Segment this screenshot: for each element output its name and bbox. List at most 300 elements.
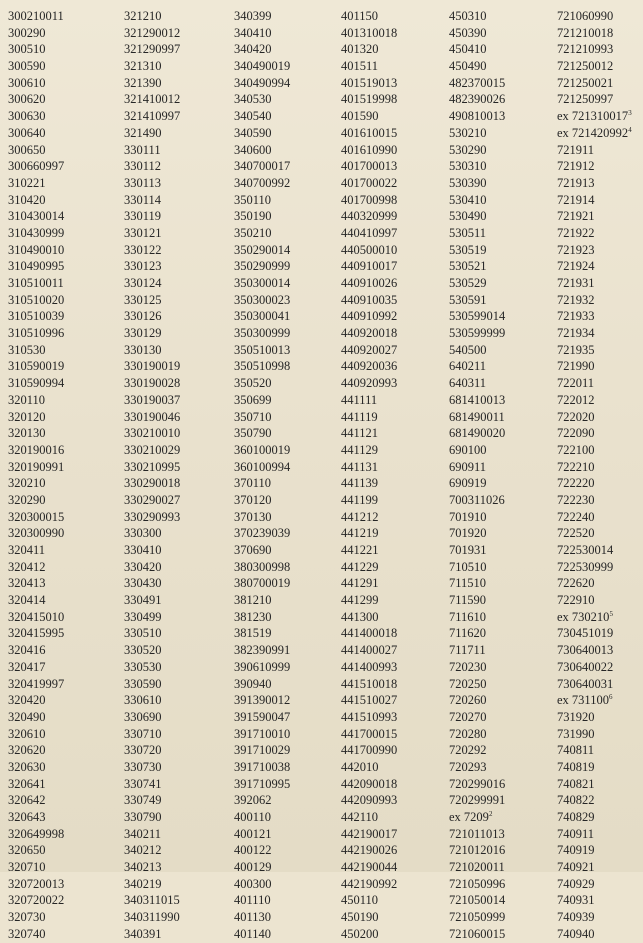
- code-cell: [449, 559, 505, 576]
- code-cell: [557, 58, 632, 75]
- code-cell: [449, 575, 505, 592]
- code-cell: [124, 142, 180, 159]
- code-cell: [449, 726, 505, 743]
- code-text: 330190028: [124, 376, 181, 391]
- code-cell: [449, 492, 505, 509]
- code-cell: [557, 709, 632, 726]
- code-text: 340219: [124, 876, 162, 891]
- code-text: ex 721420992: [557, 125, 629, 140]
- code-text: 450310: [449, 9, 487, 23]
- code-cell: [449, 776, 505, 793]
- code-cell: [124, 375, 180, 392]
- code-text: 340540: [234, 109, 272, 124]
- code-cell: [449, 208, 505, 225]
- code-text: 330113: [124, 175, 162, 190]
- code-text: 300510: [8, 42, 46, 57]
- code-text: 722240: [557, 509, 595, 524]
- code-text: 440910035: [341, 292, 398, 307]
- code-text: 711590: [449, 593, 487, 608]
- code-text: 442190017: [341, 826, 398, 841]
- code-text: 721922: [557, 225, 595, 240]
- code-cell: [341, 792, 397, 809]
- code-text: 320190991: [8, 459, 65, 474]
- code-cell: [449, 759, 505, 776]
- code-text: 740811: [557, 743, 595, 758]
- code-cell: [124, 559, 180, 576]
- code-cell: [449, 926, 505, 943]
- code-text: 350510013: [234, 342, 291, 357]
- code-cell: [341, 642, 397, 659]
- code-text: 330741: [124, 776, 162, 791]
- code-cell: [234, 742, 290, 759]
- code-text: 360100019: [234, 442, 291, 457]
- code-cell: [8, 659, 64, 676]
- code-cell: [8, 275, 64, 292]
- code-cell: [557, 692, 632, 709]
- code-text: 721210018: [557, 25, 614, 40]
- code-cell: [234, 575, 290, 592]
- code-cell: [449, 676, 505, 693]
- code-cell: [124, 859, 180, 876]
- code-text: 401150: [341, 9, 379, 23]
- code-text: 320641: [8, 776, 46, 791]
- code-text: 300590: [8, 59, 46, 74]
- code-text: 441119: [341, 409, 378, 424]
- code-text: 730640031: [557, 676, 614, 691]
- code-cell: [234, 358, 290, 375]
- footnote-marker: 4: [628, 125, 632, 134]
- code-cell: [8, 892, 64, 909]
- code-text: 401519998: [341, 92, 398, 107]
- code-text: 340530: [234, 92, 272, 107]
- code-cell: [449, 242, 505, 259]
- code-text: 401700022: [341, 175, 398, 190]
- code-text: 330710: [124, 726, 162, 741]
- code-text: 441219: [341, 526, 379, 541]
- code-cell: [449, 108, 505, 125]
- code-text: 442010: [341, 759, 379, 774]
- code-cell: [234, 242, 290, 259]
- code-column-3: [234, 8, 290, 943]
- code-text: 350110: [234, 192, 272, 207]
- code-cell: [557, 75, 632, 92]
- code-cell: [557, 158, 632, 175]
- code-cell: [449, 91, 505, 108]
- code-cell: [8, 542, 64, 559]
- code-cell: [341, 125, 397, 142]
- code-text: 320411: [8, 543, 46, 557]
- code-text: 401590: [341, 109, 379, 124]
- code-text: 490810013: [449, 109, 506, 124]
- code-text: 722620: [557, 576, 595, 591]
- code-cell: [8, 125, 64, 142]
- code-cell: [234, 409, 290, 426]
- code-cell: [449, 475, 505, 492]
- code-text: 730640013: [557, 643, 614, 658]
- code-cell: [234, 609, 290, 626]
- code-cell: [341, 492, 397, 509]
- code-cell: [449, 442, 505, 459]
- code-text: 310510039: [8, 309, 65, 324]
- code-cell: [124, 826, 180, 843]
- code-cell: [124, 809, 180, 826]
- code-cell: [449, 358, 505, 375]
- footnote-marker: 6: [608, 693, 613, 702]
- code-cell: [341, 742, 397, 759]
- code-text: 441299: [341, 593, 379, 608]
- code-text: 300290: [8, 25, 46, 40]
- code-text: 740931: [557, 893, 595, 908]
- code-cell: [8, 676, 64, 693]
- code-cell: [557, 308, 632, 325]
- code-cell: [124, 592, 180, 609]
- code-cell: [124, 625, 180, 642]
- code-cell: [341, 575, 397, 592]
- code-cell: [557, 91, 632, 108]
- code-text: 330121: [124, 225, 162, 240]
- code-text: 340391: [124, 926, 162, 941]
- code-cell: [234, 375, 290, 392]
- code-text: 330290993: [124, 509, 181, 524]
- code-cell: [234, 642, 290, 659]
- code-cell: [449, 125, 505, 142]
- code-text: 300210011: [8, 9, 64, 23]
- code-text: 450490: [449, 59, 487, 74]
- code-cell: [124, 425, 180, 442]
- code-text: 320490: [8, 709, 46, 724]
- code-text: 442110: [341, 810, 379, 824]
- code-text: 722012: [557, 392, 595, 407]
- code-cell: [341, 108, 397, 125]
- code-text: 441400027: [341, 643, 398, 658]
- code-cell: [341, 392, 397, 409]
- code-text: 721060015: [449, 926, 506, 941]
- code-text: 450390: [449, 25, 487, 40]
- code-text: 391710010: [234, 726, 291, 741]
- code-text: 330420: [124, 559, 162, 574]
- code-text: 440320999: [341, 209, 398, 224]
- code-cell: [8, 842, 64, 859]
- code-text: 330190019: [124, 359, 181, 374]
- code-text: 350290014: [234, 242, 291, 257]
- code-text: 330530: [124, 659, 162, 674]
- code-text: 330290018: [124, 476, 181, 491]
- code-cell: [8, 609, 64, 626]
- code-cell: [557, 175, 632, 192]
- code-cell: [341, 859, 397, 876]
- code-text: 350790: [234, 426, 272, 441]
- code-cell: [341, 559, 397, 576]
- code-cell: [557, 742, 632, 759]
- code-text: 721931: [557, 276, 595, 290]
- code-text: 350710: [234, 409, 272, 424]
- code-text: 381519: [234, 626, 272, 641]
- code-cell: [124, 125, 180, 142]
- code-cell: [557, 375, 632, 392]
- code-cell: [234, 175, 290, 192]
- code-text: 450410: [449, 42, 487, 57]
- code-text: 722230: [557, 492, 595, 507]
- code-cell: [557, 625, 632, 642]
- code-text: 440500010: [341, 242, 398, 257]
- code-text: 441300: [341, 609, 379, 624]
- code-cell: [341, 926, 397, 943]
- code-cell: [449, 192, 505, 209]
- code-cell: [341, 826, 397, 843]
- code-cell: [449, 509, 505, 526]
- code-cell: [234, 41, 290, 58]
- code-text: 722011: [557, 376, 595, 391]
- code-cell: [557, 409, 632, 426]
- code-text: 721250997: [557, 92, 614, 107]
- code-cell: [124, 242, 180, 259]
- code-text: 722220: [557, 476, 595, 491]
- code-text: 530390: [449, 175, 487, 190]
- code-text: 330210010: [124, 426, 181, 441]
- code-cell: [449, 692, 505, 709]
- code-cell: [124, 41, 180, 58]
- code-text: 400110: [234, 810, 272, 824]
- code-text: 350510998: [234, 359, 291, 374]
- code-text: 340590: [234, 125, 272, 140]
- code-cell: [8, 442, 64, 459]
- code-text: 330720: [124, 743, 162, 758]
- code-cell: [124, 692, 180, 709]
- code-cell: [234, 709, 290, 726]
- code-cell: [234, 509, 290, 526]
- code-text: 320610: [8, 726, 46, 741]
- code-text: 330124: [124, 276, 162, 290]
- code-cell: [124, 91, 180, 108]
- code-text: 450190: [341, 910, 379, 925]
- code-cell: [8, 492, 64, 509]
- code-text: 441221: [341, 543, 379, 557]
- code-column-5: [449, 8, 505, 943]
- code-text: 340700992: [234, 175, 291, 190]
- code-cell: [341, 425, 397, 442]
- code-text: 320120: [8, 409, 46, 424]
- code-text: 320740: [8, 926, 46, 941]
- code-cell: [8, 91, 64, 108]
- code-text: 482390026: [449, 92, 506, 107]
- code-text: 321410012: [124, 92, 181, 107]
- code-cell: [557, 358, 632, 375]
- code-column-6: [557, 8, 632, 943]
- code-cell: [557, 826, 632, 843]
- code-cell: [557, 509, 632, 526]
- code-text: 740911: [557, 826, 595, 841]
- code-text: 700311026: [449, 492, 505, 507]
- code-cell: [124, 776, 180, 793]
- code-cell: [341, 58, 397, 75]
- code-cell: [124, 442, 180, 459]
- code-text: 400300: [234, 876, 272, 891]
- code-cell: [557, 859, 632, 876]
- code-text: 320415995: [8, 626, 65, 641]
- code-text: 320720022: [8, 893, 65, 908]
- code-cell: [557, 676, 632, 693]
- code-text: 721932: [557, 292, 595, 307]
- code-cell: [124, 258, 180, 275]
- code-text: 321490: [124, 125, 162, 140]
- code-cell: [557, 425, 632, 442]
- code-cell: [8, 358, 64, 375]
- code-text: 310510011: [8, 276, 64, 290]
- code-column-4: [341, 8, 397, 943]
- code-cell: [449, 842, 505, 859]
- code-cell: [8, 559, 64, 576]
- code-text: 310221: [8, 175, 46, 190]
- code-text: 330123: [124, 259, 162, 274]
- code-text: 721250012: [557, 59, 614, 74]
- code-text: 740919: [557, 843, 595, 858]
- code-text: 401700013: [341, 159, 398, 174]
- code-cell: [341, 208, 397, 225]
- code-text: 450200: [341, 926, 379, 941]
- code-cell: [124, 75, 180, 92]
- code-cell: [8, 192, 64, 209]
- code-text: 330122: [124, 242, 162, 257]
- code-cell: [234, 58, 290, 75]
- code-cell: [8, 709, 64, 726]
- code-cell: [234, 158, 290, 175]
- code-cell: [557, 542, 632, 559]
- code-text: 350300023: [234, 292, 291, 307]
- code-cell: [124, 659, 180, 676]
- code-text: 440920036: [341, 359, 398, 374]
- code-text: 320417: [8, 659, 46, 674]
- code-cell: [8, 108, 64, 125]
- code-text: 320190016: [8, 442, 65, 457]
- code-cell: [8, 425, 64, 442]
- code-cell: [449, 742, 505, 759]
- code-text: 320130: [8, 426, 46, 441]
- code-text: 320720013: [8, 876, 65, 891]
- code-cell: [341, 41, 397, 58]
- code-text: 440920018: [341, 326, 398, 341]
- code-cell: [234, 192, 290, 209]
- code-cell: [124, 175, 180, 192]
- code-text: 530210: [449, 125, 487, 140]
- code-text: 720230: [449, 659, 487, 674]
- code-text: 321310: [124, 59, 162, 74]
- code-cell: [449, 58, 505, 75]
- code-cell: [449, 659, 505, 676]
- code-text: 370130: [234, 509, 272, 524]
- code-cell: [124, 58, 180, 75]
- code-text: 330190046: [124, 409, 181, 424]
- code-cell: [8, 292, 64, 309]
- code-text: 340311990: [124, 910, 180, 925]
- code-text: 442190044: [341, 860, 398, 875]
- code-cell: [557, 208, 632, 225]
- code-text: 401310018: [341, 25, 398, 40]
- code-cell: [341, 726, 397, 743]
- code-text: 441400018: [341, 626, 398, 641]
- code-cell: [8, 575, 64, 592]
- code-text: 441121: [341, 426, 379, 441]
- code-text: 340212: [124, 843, 162, 858]
- code-text: 722020: [557, 409, 595, 424]
- code-text: 320649998: [8, 826, 65, 841]
- code-text: 320420: [8, 693, 46, 708]
- code-cell: [449, 25, 505, 42]
- code-text: 450110: [341, 893, 379, 908]
- code-text: 320710: [8, 860, 46, 875]
- code-text: 721050014: [449, 893, 506, 908]
- code-text: 330749: [124, 793, 162, 808]
- code-text: 321290012: [124, 25, 181, 40]
- code-text: 400121: [234, 826, 272, 841]
- code-cell: [557, 842, 632, 859]
- code-text: 720250: [449, 676, 487, 691]
- code-cell: [234, 676, 290, 693]
- code-cell: [234, 459, 290, 476]
- code-cell: [557, 325, 632, 342]
- code-cell: [557, 876, 632, 893]
- code-text: 711711: [449, 643, 486, 658]
- code-cell: [124, 392, 180, 409]
- code-text: 721912: [557, 159, 595, 174]
- code-cell: [124, 792, 180, 809]
- code-cell: [341, 676, 397, 693]
- code-cell: [449, 292, 505, 309]
- code-cell: [449, 158, 505, 175]
- code-cell: [8, 258, 64, 275]
- code-text: 380300998: [234, 559, 291, 574]
- code-cell: [234, 792, 290, 809]
- code-cell: [234, 442, 290, 459]
- code-text: 441131: [341, 459, 379, 474]
- code-cell: [8, 642, 64, 659]
- code-cell: [234, 8, 290, 25]
- code-cell: [234, 258, 290, 275]
- code-cell: [8, 325, 64, 342]
- code-cell: [124, 158, 180, 175]
- code-cell: [341, 625, 397, 642]
- code-cell: [8, 792, 64, 809]
- code-cell: [341, 358, 397, 375]
- code-text: 441212: [341, 509, 379, 524]
- code-cell: [8, 809, 64, 826]
- code-text: 720292: [449, 743, 487, 758]
- code-cell: [124, 575, 180, 592]
- code-cell: [341, 692, 397, 709]
- code-cell: [557, 726, 632, 743]
- code-text: 330126: [124, 309, 162, 324]
- code-cell: [8, 459, 64, 476]
- code-text: 310510020: [8, 292, 65, 307]
- code-cell: [449, 425, 505, 442]
- code-cell: [557, 792, 632, 809]
- code-cell: [124, 676, 180, 693]
- code-cell: [341, 142, 397, 159]
- code-text: 310510996: [8, 326, 65, 341]
- code-cell: [8, 225, 64, 242]
- code-text: 530521: [449, 259, 487, 274]
- code-cell: [234, 826, 290, 843]
- code-cell: [124, 642, 180, 659]
- code-cell: [234, 759, 290, 776]
- code-cell: [341, 592, 397, 609]
- code-cell: [449, 325, 505, 342]
- code-text: 730451019: [557, 626, 614, 641]
- code-text: 340399: [234, 9, 272, 23]
- code-text: 391710038: [234, 759, 291, 774]
- code-cell: [124, 459, 180, 476]
- code-text: 442190992: [341, 876, 398, 891]
- code-text: 320300990: [8, 526, 65, 541]
